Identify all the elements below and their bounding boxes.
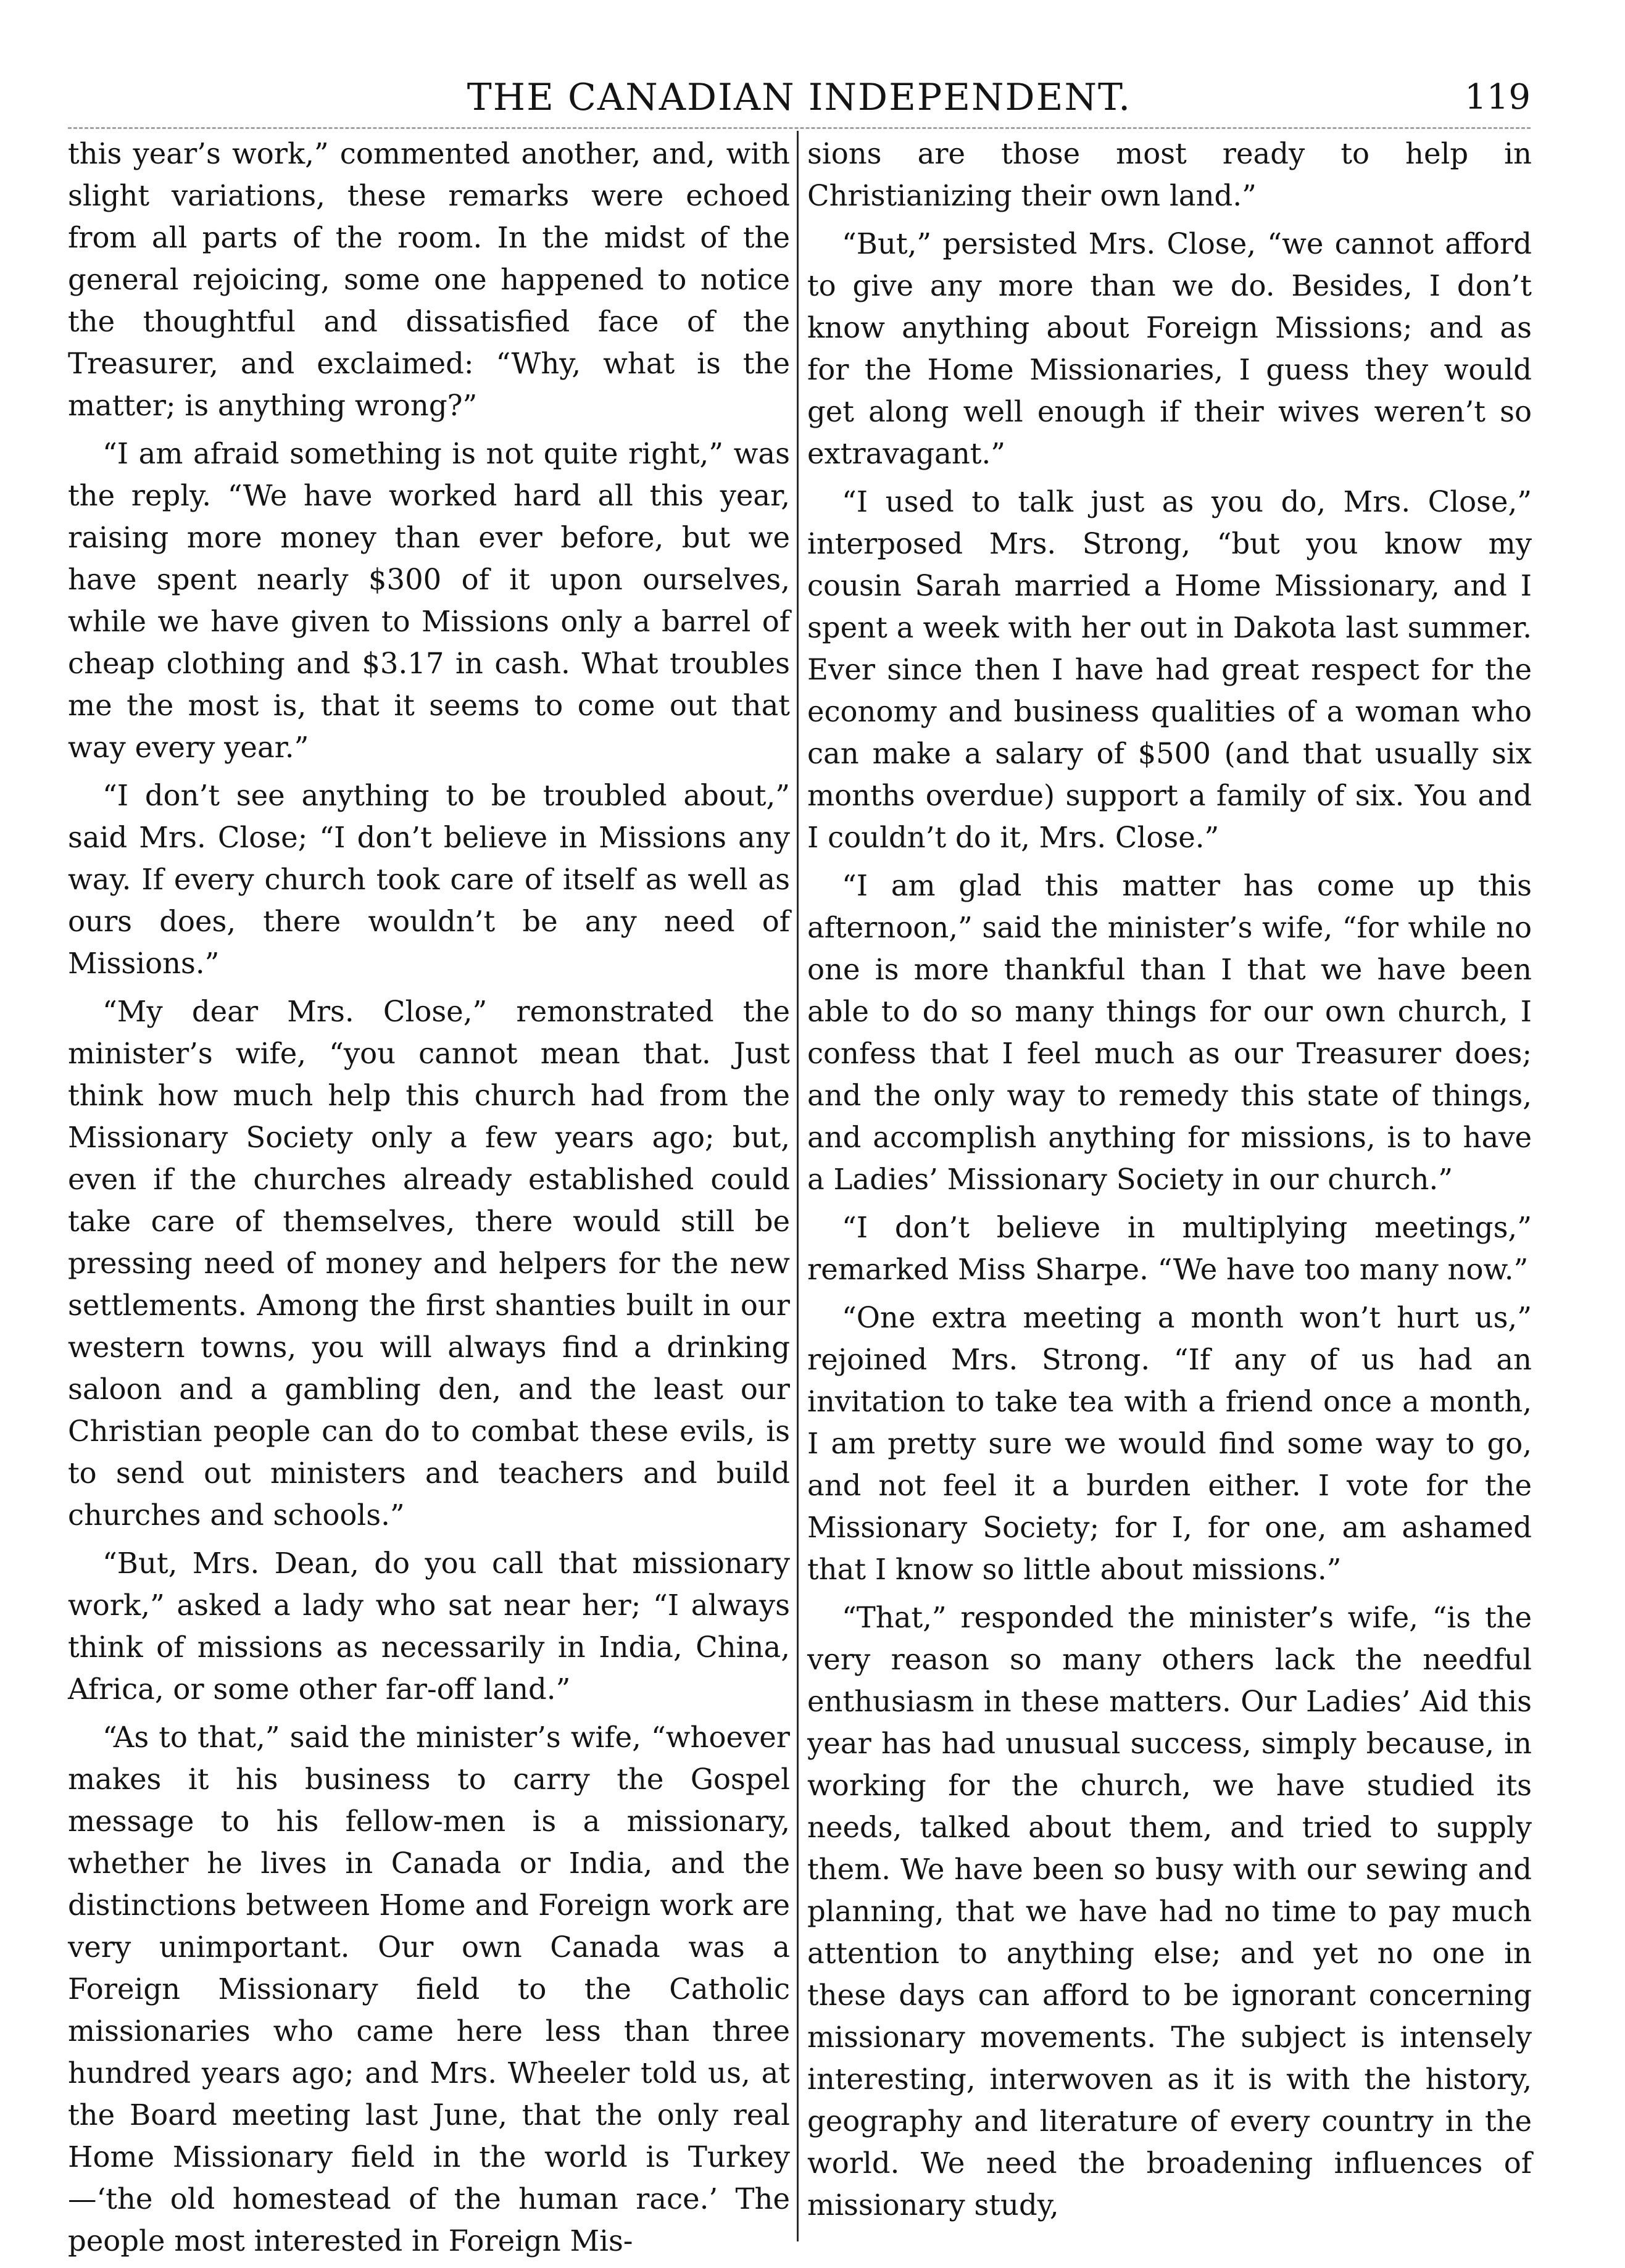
header-rule: [68, 127, 1531, 130]
page-number: 119: [1465, 77, 1531, 117]
paragraph: “As to that,” said the minister’s wife, “whoever makes it his business to carry the Gospel message to his fellow-men is a missionary, whether he lives in Canada or India, and the distinctions between Home and Foreign work are very unimportant. Our own Canada was a Foreign Missionary field to the Catholic missionaries who came here less than three hundred years ago; and Mrs. Wheeler told us, at the Board meeting last June, that the only real Home Missionary field in the world is Turkey—‘the old homestead of the human race.’ The people most interested in Foreign Mis-: [68, 1721, 790, 2258]
paragraph: “I am glad this matter has come up this afternoon,” said the minister’s wife, “for while no one is more thankful than I that we have been able to do so many things for our own church, I confess that I feel much as our Treasurer does; and the only way to remedy this state of things, and accomplish anything for missions, is to have a Ladies’ Missionary Society in our church.”: [807, 869, 1532, 1196]
right-column: [807, 133, 1532, 2232]
column-divider: [797, 131, 799, 2241]
paragraph: “My dear Mrs. Close,” remonstrated the minister’s wife, “you cannot mean that. Just think how much help this church had from the Missionary Society only a few years ago; but, even if the churches already established could take care of themselves, there would still be pressing need of money and helpers for the new settlements. Among the first shanties built in our western towns, you will always find a drinking saloon and a gambling den, and the least our Christian people can do to combat these evils, is to send out ministers and teachers and build churches and schools.”: [68, 995, 790, 1532]
paragraph: “But,” persisted Mrs. Close, “we cannot afford to give any more than we do. Besides, I don’t know anything about Foreign Missions; and as for the Home Missionaries, I guess they would get along well enough if their wives weren’t so extravagant.”: [807, 227, 1532, 470]
paragraph: “I am afraid something is not quite right,” was the reply. “We have worked hard all this year, raising more money than ever before, but we have spent nearly $300 of it upon ourselves, while we have given to Missions only a barrel of cheap clothing and $3.17 in cash. What troubles me the most is, that it seems to come out that way every year.”: [68, 437, 790, 764]
page-header: [68, 73, 1531, 128]
paragraph: “I used to talk just as you do, Mrs. Close,” interposed Mrs. Strong, “but you know my cousin Sarah married a Home Missionary, and I spent a week with her out in Dakota last summer. Ever since then I have had great respect for the economy and business qualities of a woman who can make a salary of $500 (and that usually six months overdue) support a family of six. You and I couldn’t do it, Mrs. Close.”: [807, 485, 1532, 854]
paragraph: “I don’t believe in multiplying meetings,” remarked Miss Sharpe. “We have too many now.”: [807, 1211, 1532, 1286]
paragraph: “One extra meeting a month won’t hurt us,” rejoined Mrs. Strong. “If any of us had an invitation to take tea with a friend once a month, I am pretty sure we would find some way to go, and not feel it a burden either. I vote for the Missionary Society; for I, for one, am ashamed that I know so little about missions.”: [807, 1301, 1532, 1586]
running-title: THE CANADIAN INDEPENDENT.: [467, 76, 1132, 119]
paragraph: “But, Mrs. Dean, do you call that missionary work,” asked a lady who sat near her; “I always think of missions as necessarily in India, China, Africa, or some other far-off land.”: [68, 1547, 790, 1706]
paragraph: sions are those most ready to help in Christianizing their own land.”: [807, 137, 1532, 212]
paragraph: “That,” responded the minister’s wife, “is the very reason so many others lack the needful enthusiasm in these matters. Our Ladies’ Aid this year has had unusual success, simply because, in working for the church, we have studied its needs, talked about them, and tried to supply them. We have been so busy with our sewing and planning, that we have had no time to pay much attention to anything else; and yet no one in these days can afford to be ignorant concerning missionary movements. The subject is intensely interesting, interwoven as it is with the history, geography and literature of every country in the world. We need the broadening influences of missionary study,: [807, 1601, 1532, 2222]
paragraph: this year’s work,” commented another, and, with slight variations, these remarks were echoed from all parts of the room. In the midst of the general rejoicing, some one happened to notice the thoughtful and dissatisfied face of the Treasurer, and exclaimed: “Why, what is the matter; is anything wrong?”: [68, 137, 790, 422]
paragraph: “I don’t see anything to be troubled about,” said Mrs. Close; “I don’t believe in Missions any way. If every church took care of itself as well as ours does, there wouldn’t be any need of Missions.”: [68, 779, 790, 980]
left-column: [68, 133, 790, 2268]
